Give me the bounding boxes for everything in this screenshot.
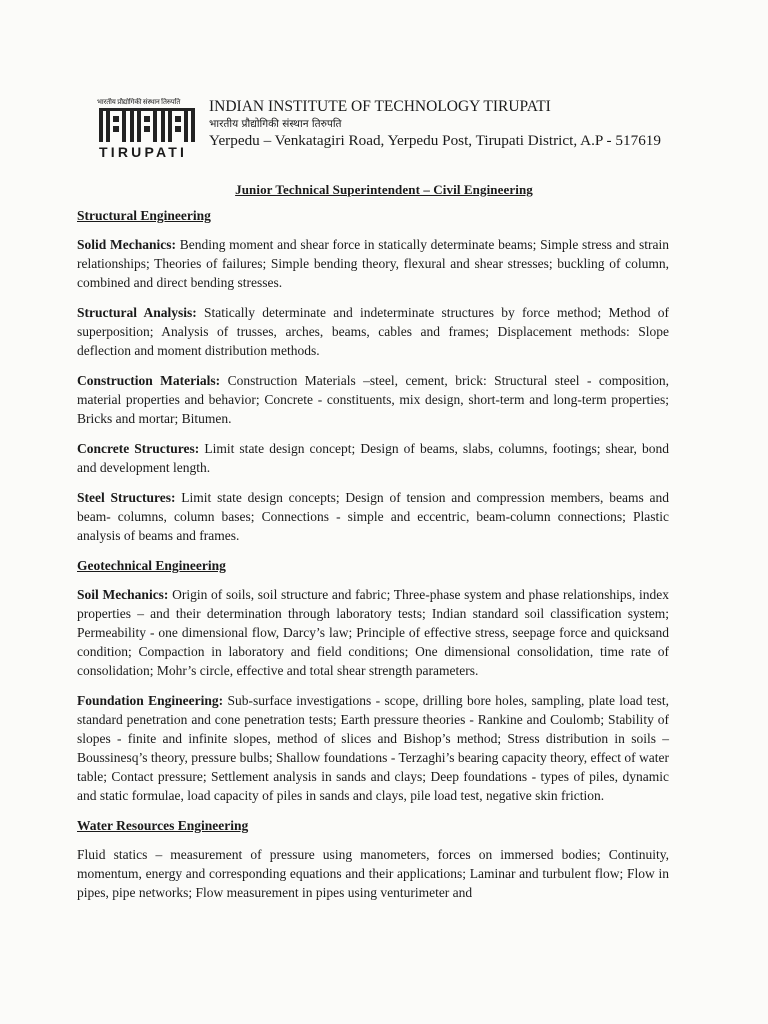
paragraph-text: Origin of soils, soil structure and fabric; Three-phase system and phase relationships, index properties – and their determination through laboratory tests; Indian standard soil classification system; Permeability - one dimensional flow, Darcy’s law; Principle of effective stress, seepage force and quicksand condition; Compaction in laboratory and field conditions; One dimensional consolidation, time rate of consolidation; Mohr’s circle, effective and total shear strength parameters. — [77, 587, 669, 678]
logo-emblem-icon — [97, 106, 197, 146]
section-structural-engineering — [77, 206, 669, 545]
paragraph-structural-analysis — [77, 303, 669, 360]
section-water-resources-engineering — [77, 816, 669, 902]
paragraph-construction-materials — [77, 371, 669, 428]
paragraph-text: Construction Materials –steel, cement, brick: Structural steel - composition, material properties and behavior; Concrete - constituents, mix design, short-term and long-term properties; Bricks and mortar; Bitumen. — [77, 373, 669, 426]
paragraph-steel-structures — [77, 488, 669, 545]
institute-name-hindi: भारतीय प्रौद्योगिकी संस्थान तिरुपति — [209, 118, 342, 130]
paragraph-foundation-engineering — [77, 691, 669, 805]
paragraph-label: Construction Materials: — [77, 373, 221, 388]
institute-address: Yerpedu – Venkatagiri Road, Yerpedu Post, Tirupati District, A.P - 517619 — [209, 132, 661, 149]
paragraph-text: Sub-surface investigations - scope, drilling bore holes, sampling, plate load test, standard penetration and cone penetration tests; Earth pressure theories - Rankine and Coulomb; Stability of slopes - finite and infinite slopes, method of slices and Bishop’s method; Stress distribution in soils – Boussinesq’s theory, pressure bulbs; Shallow foundations - Terzaghi’s bearing capacity theory, effect of water table; Contact pressure; Settlement analysis in sands and clays; Deep foundations - types of piles, dynamic and static formulae, load capacity of piles in sands and clays, pile load test, negative skin friction. — [77, 693, 669, 803]
logo-wordmark: TIRUPATI — [99, 144, 188, 160]
paragraph-text: Bending moment and shear force in statically determinate beams; Simple stress and strain relationships; Theories of failures; Simple bending theory, flexural and shear stresses; buckling of column, combined and direct bending stresses. — [77, 237, 669, 290]
paragraph-label: Structural Analysis: — [77, 305, 197, 320]
paragraph-solid-mechanics — [77, 235, 669, 292]
paragraph-label: Soil Mechanics: — [77, 587, 169, 602]
section-title: Geotechnical Engineering — [77, 558, 226, 573]
paragraph-label: Solid Mechanics: — [77, 237, 176, 252]
paragraph-label: Foundation Engineering: — [77, 693, 224, 708]
paragraph-text: Limit state design concept; Design of beams, slabs, columns, footings; shear, bond and development length. — [77, 441, 670, 475]
logo-caption: भारतीय प्रौद्योगिकी संस्थान तिरुपति — [97, 98, 181, 106]
paragraph-text: Statically determinate and indeterminate structures by force method; Method of superposition; Analysis of trusses, arches, beams, cables and frames; Displacement methods: Slope deflection and moment distribution methods. — [77, 305, 670, 358]
section-title: Structural Engineering — [77, 208, 211, 223]
paragraph-concrete-structures — [77, 439, 669, 477]
paragraph-text: Fluid statics – measurement of pressure using manometers, forces on immersed bodies; Continuity, momentum, energy and corresponding equations and their applications; Laminar and turbulent flow; Flow in pipes, pipe networks; Flow measurement in pipes using venturimeter and — [77, 847, 669, 900]
paragraph-fluid-statics — [77, 845, 669, 902]
paragraph-text: Limit state design concepts; Design of tension and compression members, beams and beam- columns, column bases; Connections - simple and eccentric, beam-column connections; Plastic analysis of beams and frames. — [77, 490, 669, 543]
institute-name-english: INDIAN INSTITUTE OF TECHNOLOGY TIRUPATI — [209, 98, 551, 115]
section-geotechnical-engineering — [77, 556, 669, 805]
paragraph-soil-mechanics — [77, 585, 669, 680]
paragraph-label: Concrete Structures: — [77, 441, 200, 456]
syllabus-content — [77, 206, 669, 913]
paragraph-label: Steel Structures: — [77, 490, 176, 505]
letterhead — [97, 98, 697, 168]
iit-tirupati-logo — [97, 98, 197, 162]
section-title: Water Resources Engineering — [77, 818, 249, 833]
document-title: Junior Technical Superintendent – Civil Engineering — [235, 182, 533, 197]
